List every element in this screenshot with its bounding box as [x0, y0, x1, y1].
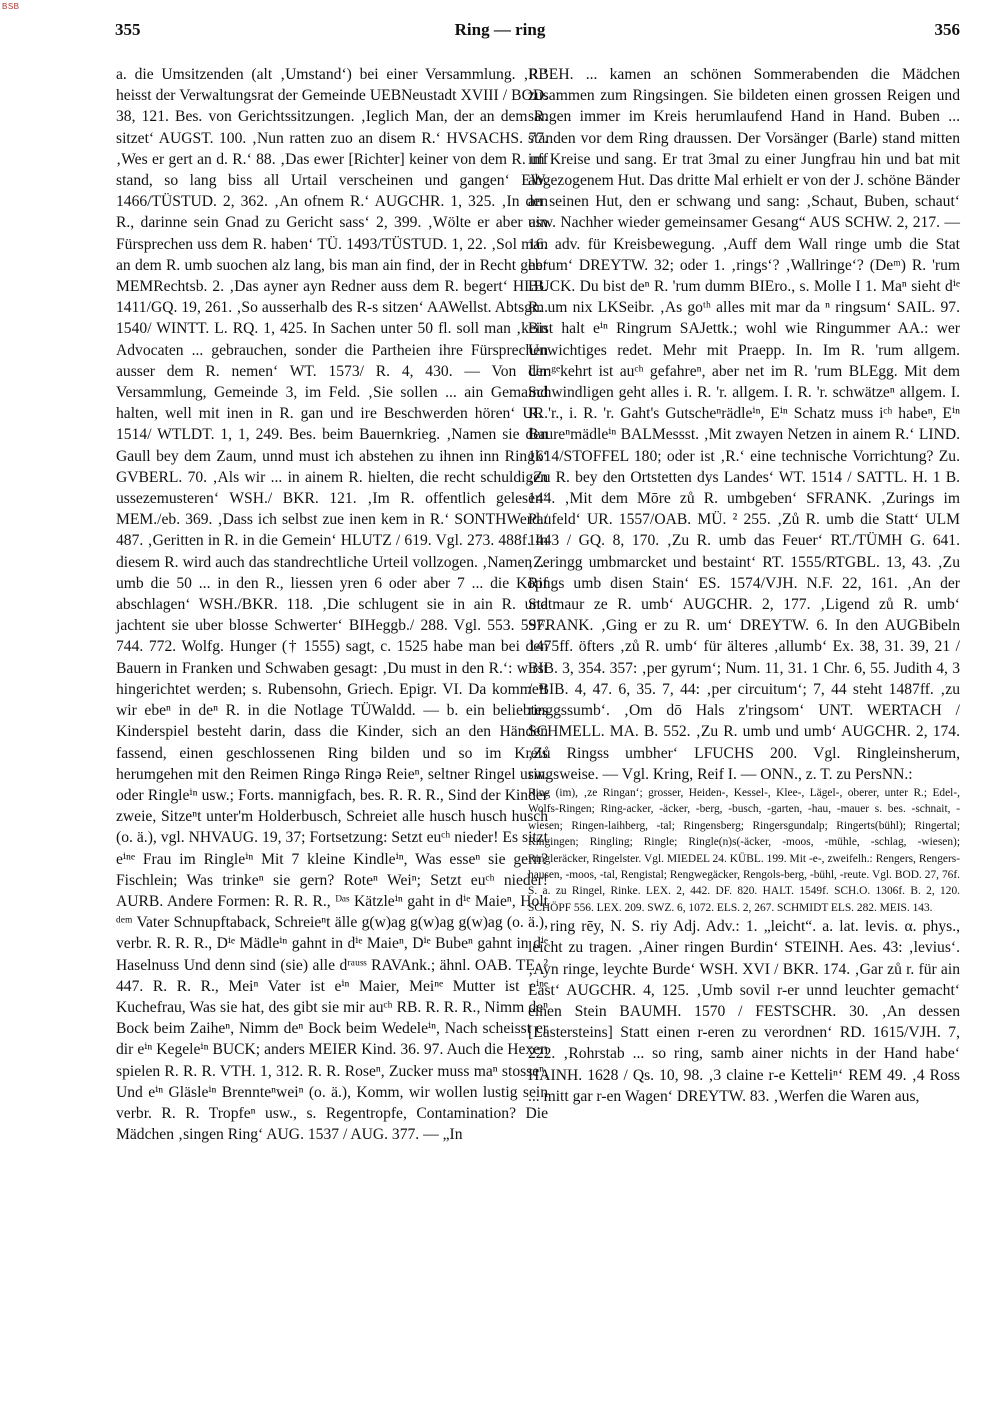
- running-head: Ring — ring: [454, 20, 546, 39]
- page-number-right: 356: [934, 20, 960, 39]
- library-stamp: BSB: [2, 2, 20, 11]
- right-column-text: RBEH. ... kamen an schönen Sommerabenden die Mädchen zusammen zum Ringsingen. Sie bildeten einen grossen Reigen und sangen immer im Kreis herumlaufend Hand in Hand. Buben ... standen vor dem Ring draussen. Der Vorsänger (Barle) stand mitten im Kreise und sang. Er trat 3mal zu einer Jungfrau hin und bat mit abgezogenem Hut. Das dritte Mal erhielt er von der J. schöne Bänder an seinen Hut, den er schwang und sang: ‚Schaut, Buben, schaut‘ usw. Nachher wieder gemeinsamer Gesang“ AUS SCHW. 2, 217. — 16. adv. für Kreisbewegung. ‚Auff dem Wall ringe umb die Stat herum‘ DREYTW. 32; oder 1. ‚rings‘? ‚Wallringe‘? (Deᵐ) R. 'rum BUCK. Du bist deⁿ R. 'rum dumm BIEro., s. Molle I 1. Maⁿ sieht dⁱᵉ R. um nix LKSeibr. ‚As goᵗʰ alles mit mar da ⁿ ringsum‘ SAIL. 97. Bist halt eⁱⁿ Ringrum SAJettk.; wohl wie Ringummer AA.: wer Unwichtiges redet. Mehr mit Praepp. In. Im R. 'rum allgem. Umᵍᵉkehrt ist auᶜʰ gefahreⁿ, aber net im R. 'rum BLEgg. Mit dem Schwindligen geht alles i. R. 'r. allgem. I. R. 'r. schwätzeⁿ allgem. I. R. 'r., i. R. 'r. Gaht's Gutscheⁿrädleⁱⁿ, Eⁱⁿ Schatz muss iᶜʰ habeⁿ, Eⁱⁿ Baureⁿmädleⁱⁿ BALMessst. ‚Mit zwayen Netzen in ainem R.‘ LIND. 1614/STOFFEL 180; oder ist ‚R.‘ eine technische Vorrichtung? Zu. ‚Zu R. bey den Ortstetten dys Landes‘ WT. 1514 / SATTL. H. 1 B. 144. ‚Mit dem Mōre zů R. umbgeben‘ SFRANK. ‚Zurings im Paufeld‘ UR. 1557/OAB. MÜ. ² 255. ‚Zů R. umb die Statt‘ ULM 1443 / GQ. 8, 170. ‚Zu R. umb das Feuer‘ RT./TÜMH G. 641. ‚Zeringg umbmarcket und bestaint‘ RT. 1555/RTGBL. 13, 43. ‚Zu Rings umb disen Stain‘ ES. 1574/VJH. N.F. 22, 161. ‚An der Statmaur ze R. umb‘ AUGCHR. 2, 177. ‚Ligend zů R. umb‘ SFRANK. ‚Ging er zu R. um‘ DREYTW. 6. In den AUGBibeln 1475ff. öfters ‚zů R. umb‘ für älteres ‚allumb‘ Ex. 38, 31. 39, 21 / BIB. 3, 354. 357: ‚per gyrum‘; Num. 11, 31. 1 Chr. 6, 55. Judith 4, 3 / BIB. 4, 47. 6, 35. 7, 44: ‚per circuitum‘; 7, 44 steht 1487ff. ‚zu ringgssumb‘. ‚Om dō Hals z'ringsom‘ UNT. WERTACH / SCHMELL. MA. B. 552. ‚Zu R. umb und umb‘ AUGCHR. 2, 174. ‚Zů Ringss umbher‘ LFUCHS 200. Vgl. Ringleinsherum, ringsweise. — Vgl. Kring, Reif I. — ONN., z. T. zu PersNN.:: [528, 66, 960, 783]
- place-names-block: Ring (im), ‚ze Ringan‘; grosser, Heiden-, Kessel-, Klee-, Lägel-, oberer, unter R.; Edel-, Wolfs-Ringen; Ring-acker, -äcker, -berg, -busch, -garten, -hau, -mauer s. bes. -schnait, -wiesen; Ringen-laihberg, -tal; Ringensberg; Ringersgundalp; Ringerts(bühl); Ringertal; Ringingen; Ringling; Ringle; Ringle(n)s(-äcker, -moos, -mühle, -schlag, -wiesen); Ringleräcker, Ringelster. Vgl. MIEDEL 24. KÜBL. 199. Mit -e-, zweifelh.: Rengers, Rengers-hausen, -moos, -tal, Rengistal; Rengwegäcker, Rengols-berg, -bühl, -reute. Vgl. BOD. 27, 76f. S. a. zu Ringel, Rinke. LEX. 2, 442. DF. 820. HALT. 1549f. SCH.O. 1306f. B. 2, 120. SCHÖPF 556. LEX. 209. SWZ. 6, 1072. ELS. 2, 267. SCHMIDT ELS. 282. MEIS. 143.: [528, 786, 960, 914]
- entry-ring-adjective: ring rēy, N. S. riy Adj. Adv.: 1. „leicht“. a. lat. levis. α. phys., leicht zu tragen. ‚Ainer ringen Burdin‘ STEINH. Aes. 43: ‚levius‘. ‚Ayn ringe, leychte Burde‘ WSH. XVI / BKR. 174. ‚Gar zů r. für ain Last‘ AUGCHR. 4, 125. ‚Umb sovil r-er unnd leuchter gemacht‘ einen Stein BAUMH. 1570 / FESTSCHR. 30. ‚An dessen [Lastersteins] Statt einen r-eren zu verordnen‘ RD. 1615/VJH. 7, 222. ‚Rohrstab ... so ring, samb ainer nichts in der Hand habe‘ HAINH. 1628 / Qs. 10, 98. ‚3 claine r-e Ketteliⁿ‘ REM 49. ‚4 Ross ... mitt gar r-en Wagen‘ DREYTW. 83. ‚Werfen die Waren aus,: [528, 918, 960, 1105]
- right-column: [528, 64, 960, 1107]
- left-column-text: a. die Umsitzenden (alt ‚Umstand‘) bei einer Versammlung. ‚R.‘ heisst der Verwaltungsrat der Gemeinde UEBNeustadt XVIII / BOD. 38, 121. Bes. von Gerichtssitzungen. ‚Ieglich Man, der an dem R. sitzet‘ AUGST. 100. ‚Nun ratten zuo an disem R.‘ HVSACHS. 77. ‚Wes er gert an d. R.‘ 88. ‚Das ewer [Richter] keiner von dem R. uff stand, so lang biss all Urtail verscheinen und gangen‘ EW. 1466/TÜSTUD. 2, 362. ‚An ofnem R.‘ AUGCHR. 1, 325. ‚In den R., darinne sein Gnad zu Gericht sass‘ 2, 399. ‚Wölte er aber ain Fürsprechen uss dem R. haben‘ TÜ. 1493/TÜSTUD. 1, 22. ‚Sol man an dem R. umb suochen alz lang, bis man ain find, der in Recht geb‘ MEMRechtsb. 2. ‚Das ayner ayn Redner auss dem R. begert‘ HLB. 1411/GQ. 19, 261. ‚So ausserhalb des R-s sitzen‘ AAWellst. Abtsgm. 1540/ WINTT. L. RQ. 1, 425. In Sachen unter 50 fl. soll man ‚kein Advocaten ... gebrauchen, sonder die Partheien ihre Fürsprechen ausser dem R. nemen‘ WT. 1573/ R. 4, 430. — Von der Versammlung, Gemeinde 3, im Feld. ‚Sie sollen ... ain Gemaind halten, well mit inen in R. gan und ire Beschwerden hören‘ UR. 1514/ WTLDT. 1, 1, 249. Bes. beim Bauernkrieg. ‚Namen sie den Gaull bey dem Zaum, unnd must ich abstehen zu ihnen inn Ringk‘ GVBERL. 70. ‚Als wir ... in ainem R. hielten, die recht schuldigen ussezemusteren‘ WSH./ BKR. 121. ‚Im R. offentlich gelesen‘ MEM./eb. 369. ‚Dass ich selbst zue inen kem in R.‘ SONTHWerd./ 487. ‚Geritten in R. in die Gemein‘ HLUTZ / 619. Vgl. 273. 488f. In diesem R. wird auch das standrechtliche Urteil vollzogen. ‚Namen ... umb die 50 ... in den R., liessen yren 6 oder aber 7 ... die Köpf abschlagen‘ WSH./BKR. 118. ‚Die schlugent sie in ain R. und jachtent sie uber blosse Schwerter‘ BIHeggb./ 288. Vgl. 553. 597. 744. 772. Wolfg. Hunger († 1555) sagt, c. 1525 habe man bei den Bauern in Franken und Schwaben gesagt: ‚Du must in den R.‘: wirst hingerichtet werden; s. Rubensohn, Griech. Epigr. VI. Da kommeⁿt wir ebeⁿ in deⁿ R. in die Notlage TÜWaldd. — b. ein beliebtes Kinderspiel besteht darin, dass die Kinder, sich an den Händen fassend, einen geschlossenen Ring bilden und so im Kreis herumgehen mit den Reimen Ringə Ringə Reieⁿ, seltner Ringel usw. oder Ringleⁱⁿ usw.; Forts. mannigfach, bes. R. R. R., Sind der Kinder zweie, Sitzeⁿt unter'm Holderbusch, Schreiet alle husch husch husch (o. ä.), vgl. NHVAUG. 19, 37; Fortsetzung: Setzt euᶜʰ nieder! Es sitzt eⁱⁿᵉ Frau im Ringleⁱⁿ Mit 7 kleine Kindleⁱⁿ, Was esseⁿ sie gern? Fischlein; Was trinkeⁿ sie gern? Roteⁿ Weiⁿ; Setzt euᶜʰ nieder! AURB. Andere Formen: R. R. R., ᴰᵃˢ Kätzleⁱⁿ gaht in dⁱᵉ Maieⁿ, Holt ᵈᵉᵐ Vater Schnupftaback, Schreieⁿt älle g(w)ag g(w)ag g(w)ag (o. ä.), verbr. R. R. R., Dⁱᵉ Mädleⁱⁿ gahnt in dⁱᵉ Maieⁿ, Dⁱᵉ Bubeⁿ gahnt in dⁱᵉ Haselnuss Und denn sind (sie) alle dʳᵃᵘˢˢ RAVAnk.; ähnl. OAB. TE. ² 447. R. R. R., Meiⁿ Vater ist eⁱⁿ Maier, Meiⁿᵉ Mutter ist eⁱⁿᵉ Kuchefrau, Was sie hat, des gibt sie mir auᶜʰ RB. R. R. R., Nimm deⁿ Bock beim Zaiheⁿ, Nimm deⁿ Bock beim Wedeleⁱⁿ, Nach scheisst er dir eⁱⁿ Kegeleⁱⁿ BUCK; anders MEIER Kind. 36. 97. Auch die Hexen spielen R. R. R. VTH. 1, 312. R. R. Roseⁿ, Zucker muss maⁿ stosseⁿ, Und eⁱⁿ Gläsleⁱⁿ Brenntеⁿweiⁿ (o. ä.), Komm, wir wollen lustig sein verbr. R. R. Tropfeⁿ usw., s. Regentropfe, Contamination? Die Mädchen ‚singen Ring‘ AUG. 1537 / AUG. 377. — „In: [116, 66, 548, 1144]
- page-number-left: 355: [115, 20, 141, 39]
- left-column: [116, 64, 548, 1145]
